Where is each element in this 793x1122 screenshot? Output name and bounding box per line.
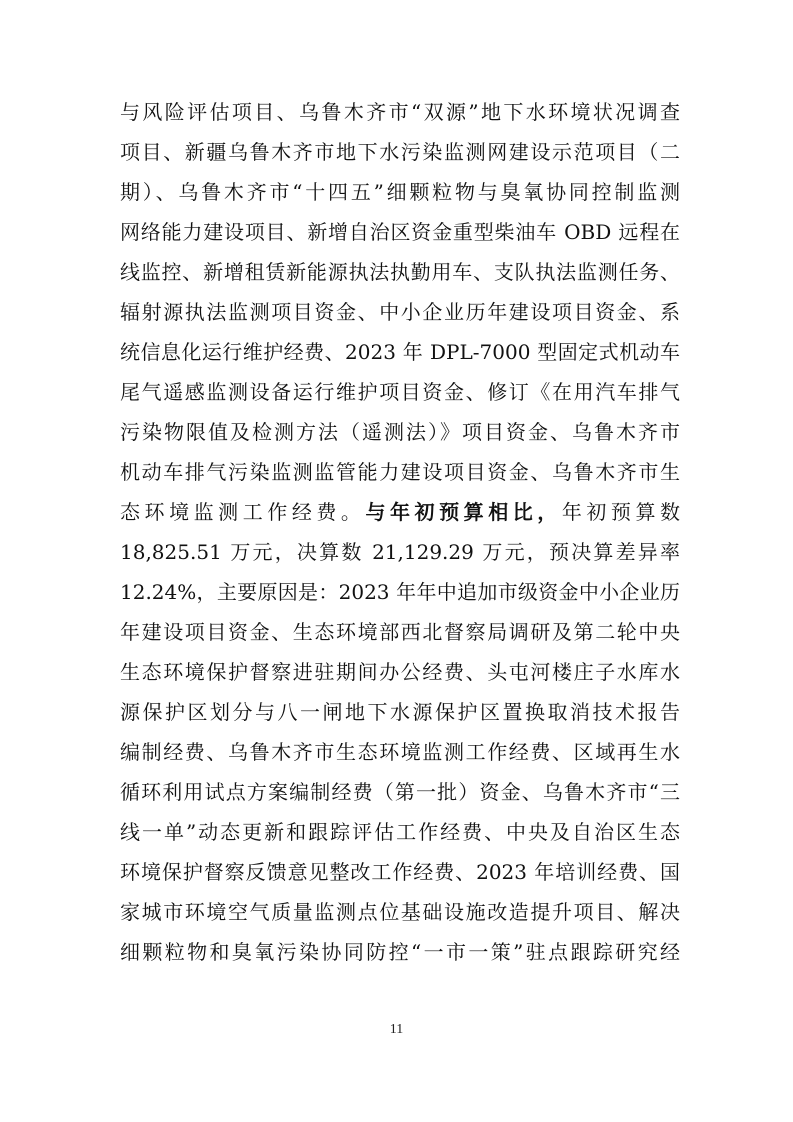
text-line: 细颗粒物和臭氧污染协同防控“一市一策”驻点跟踪研究经	[120, 940, 680, 964]
body-text	[120, 92, 680, 972]
text-line: 生态环境保护督察进驻期间办公经费、头屯河楼庄子水库水	[120, 660, 680, 684]
text-line: 18,825.51 万元，决算数 21,129.29 万元，预决算差异率	[120, 540, 680, 564]
text-line: 辐射源执法监测项目资金、中小企业历年建设项目资金、系	[120, 300, 680, 324]
text-line: 污染物限值及检测方法（遥测法）》项目资金、乌鲁木齐市	[120, 420, 680, 444]
text-line: 项目、新疆乌鲁木齐市地下水污染监测网建设示范项目（二	[120, 140, 680, 164]
text-line: 家城市环境空气质量监测点位基础设施改造提升项目、解决	[120, 900, 680, 924]
text-line: 尾气遥感监测设备运行维护项目资金、修订《在用汽车排气	[120, 380, 680, 404]
text-line: 源保护区划分与八一闸地下水源保护区置换取消技术报告	[120, 700, 680, 724]
text-line: 编制经费、乌鲁木齐市生态环境监测工作经费、区域再生水	[120, 740, 680, 764]
text-line-mixed	[120, 492, 680, 532]
text-line: 线一单”动态更新和跟踪评估工作经费、中央及自治区生态	[120, 820, 680, 844]
text-line: 机动车排气污染监测监管能力建设项目资金、乌鲁木齐市生	[120, 460, 680, 484]
text-line: 循环利用试点方案编制经费（第一批）资金、乌鲁木齐市“三	[120, 780, 680, 804]
text-plain: 态环境监测工作经费。	[120, 500, 366, 524]
text-line: 期）、乌鲁木齐市“十四五”细颗粒物与臭氧协同控制监测	[120, 180, 680, 204]
text-line: 环境保护督察反馈意见整改工作经费、2023 年培训经费、国	[120, 860, 680, 884]
page-number: 11	[389, 1022, 404, 1037]
text-line: 线监控、新增租赁新能源执法执勤用车、支队执法监测任务、	[120, 260, 680, 284]
text-line: 12.24%，主要原因是：2023 年年中追加市级资金中小企业历	[120, 580, 680, 604]
text-bold-heading: 与年初预算相比，	[365, 500, 562, 524]
text-plain: 年初预算数	[561, 500, 680, 524]
text-line: 网络能力建设项目、新增自治区资金重型柴油车 OBD 远程在	[120, 220, 680, 244]
text-line: 与风险评估项目、乌鲁木齐市“双源”地下水环境状况调查	[120, 100, 680, 124]
text-line: 年建设项目资金、生态环境部西北督察局调研及第二轮中央	[120, 620, 680, 644]
text-line: 统信息化运行维护经费、2023 年 DPL-7000 型固定式机动车	[120, 340, 680, 364]
